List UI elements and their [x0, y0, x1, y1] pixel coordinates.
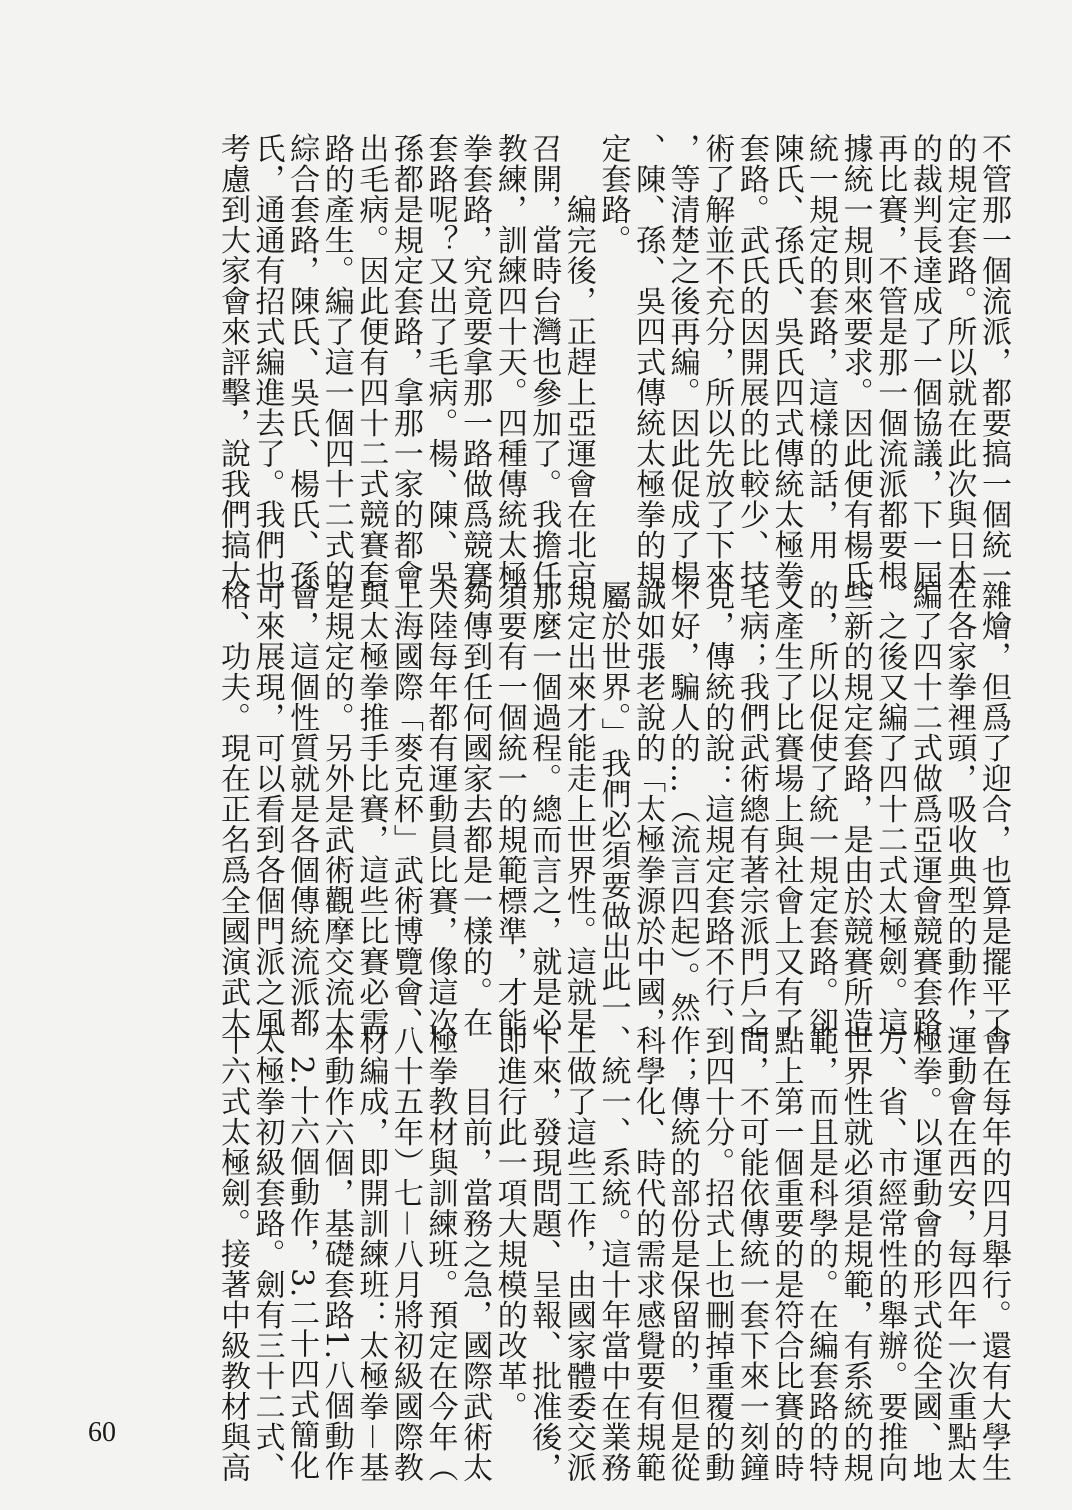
- text-block-bottom: 會在每年的四月舉行。還有大學生 運動會在西安，每四年一次重點太 極拳。以運動會的形式從全國、地 方、省、市經常性的舉辦。要推向 世界性就必須是規範，有系統的規 範，而且是科學的。在編套路的特 點上第一個重要的是符合比賽的時 間，不可能依傳統一套下來一刻鐘 到四十分。招式上也刪掉重覆的動 作；傳統的部份是保留的，但是從 科學化、時代的需求感覺要有規範 、統一、系統。這十年當中在業務 上做了這些工作，由國家體委交派 下來，發現問題、呈報、批准後， 即進行此一項大規模的改革。 目前，當務之急，國際武術太 極拳教材與訓練班。預定在今年（ 八十五年）七－八月將初級國際教 材編成，即開訓練班：太極拳－基 本動作六個，基礎套路1.八個動作 ，2.十六個動作，3.二十四式簡化 太極拳初級套路。劍有三十二式、 十六式太極劍。接著中級教材與高: [214, 1025, 1011, 1483]
- text-block-middle: 雜燴，但爲了迎合，也算是擺平了， 在各家拳裡頭，吸收典型的動作， 編了四十二式做爲亞運會競賽套路 。之後又編了四十二式太極劍。這 些新的規定套路，是由於競賽所造 的，所以促使了統一規定套路。卻 又產生了比賽場上與社會上又有了 毛病；我們武術總有著宗派門戶之 見，傳統的說：這規定套路不行、 不好，騙人的…（流言四起）。然 誠如張老說的「太極拳源於中國， 屬於世界。」我們必須要做出此一 規定出來才能走上世界性。這就是 那麼一個過程。總而言之，就是必 須要有一個統一的規範標準，才能 夠傳到任何國家去都是一樣的。在 大陸每年都有運動員比賽，像這次 上海國際「麥克杯」武術博覽會、 與太極拳推手比賽，這些比賽必需 是規定的。另外是武術觀摩交流大 會，這個性質就是各個傳統流派都 可來展現，可以看到各個門派之風 格、功夫。現在正名爲全國演武大: [214, 580, 1011, 1068]
- page-number: 60: [88, 1417, 116, 1448]
- text-block-top: 不管那一個流派，都要搞一個統一 的規定套路。所以就在此次與日本 的裁判長達成了一個協議，下一屆 再比賽，不管是那一個流派都要根 據統一規則來要求。因此便有楊氏、 統一規定的套路，這樣的話，用 陳氏、孫氏、吳氏四式傳統太極拳 套路。武氏的因開展的比較少、技 術了解並不充分，所以先放了下來 ，等清楚之後再編。因此促成了楊 、陳、孫、吳四式傳統太極拳的規 定套路。 編完後，正趕上亞運會在北京 召開，當時台灣也參加了。我擔任 教練，訓練四十天。四種傳統太極 拳套路，究竟要拿那一路做爲競賽 套路呢？又出了毛病。楊、陳、吳、 孫都是規定套路，拿那一家的都會 出毛病。因此便有四十二式競賽套 路的產生。編了這一個四十二式的 綜合套路，陳氏、吳氏、楊氏、孫 氏，通通有招式編進去了。我們也 考慮到大家會來評擊，說我們搞大: [214, 133, 1011, 621]
